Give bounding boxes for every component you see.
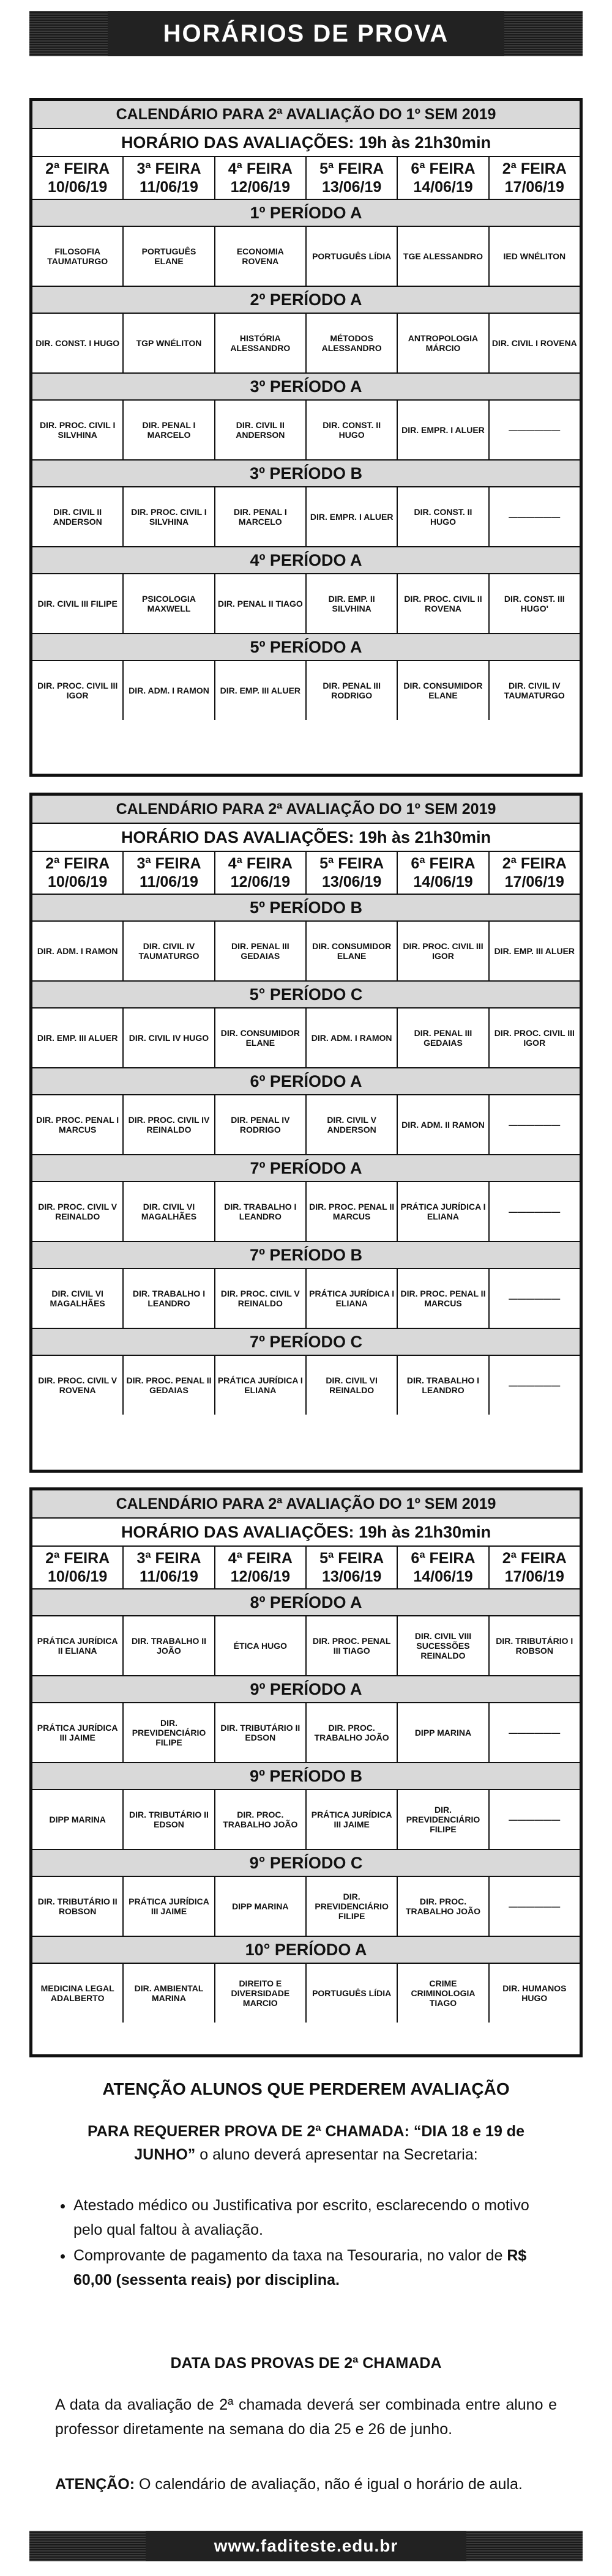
header-banner	[29, 11, 583, 56]
day-name: 6ª FEIRA	[411, 160, 476, 177]
schedule-cell: TGE ALESSANDRO	[398, 227, 489, 286]
period-header: 10° PERÍODO A	[32, 1937, 580, 1964]
calendar-title: CALENDÁRIO PARA 2ª AVALIAÇÃO DO 1º SEM 2019	[32, 101, 580, 129]
period-header: 4º PERÍODO A	[32, 547, 580, 574]
schedule-cell: PORTUGUÊS ELANE	[124, 227, 215, 286]
day-header	[307, 852, 398, 894]
schedule-cell: DIR. PROC. CIVIL V REINALDO	[215, 1269, 307, 1328]
schedule-cell: MEDICINA LEGAL ADALBERTO	[32, 1964, 124, 2023]
schedule-cell: DIR. PROC. CIVIL V ROVENA	[32, 1356, 124, 1415]
schedule-cell: HISTÓRIA ALESSANDRO	[215, 314, 307, 372]
day-header	[490, 1547, 580, 1588]
day-date: 13/06/19	[321, 179, 382, 196]
day-name: 3ª FEIRA	[136, 1550, 201, 1567]
day-name: 2ª FEIRA	[502, 855, 567, 872]
day-header	[398, 1547, 489, 1588]
day-header	[215, 157, 307, 199]
footer-banner	[29, 2531, 583, 2561]
attention-label: ATENÇÃO:	[55, 2476, 135, 2493]
schedule-cell: PSICOLOGIA MAXWELL	[124, 574, 215, 633]
day-name: 6ª FEIRA	[411, 1550, 476, 1567]
schedule-row	[32, 1616, 580, 1676]
schedule-cell: DIR. PROC. PENAL II GEDAIAS	[124, 1356, 215, 1415]
schedule-cell: DIR. TRABALHO II JOÃO	[124, 1616, 215, 1675]
schedule-row	[32, 1182, 580, 1242]
schedule-cell: DIR. CIVIL V ANDERSON	[307, 1095, 398, 1154]
footer-hatch-right	[466, 2531, 583, 2561]
schedule-cell: DIR. EMP. III ALUER	[32, 1009, 124, 1067]
day-header	[307, 157, 398, 199]
schedule-row	[32, 487, 580, 547]
requirement-fee: R$ 60,00 (sessenta reais) por disciplina.	[73, 2247, 527, 2289]
schedule-cell: DIR. CIVIL VI MAGALHÃES	[124, 1182, 215, 1241]
schedule-cell: DIR. TRIBUTÁRIO II EDSON	[124, 1790, 215, 1849]
period-header: 7º PERÍODO B	[32, 1242, 580, 1269]
days-header	[32, 157, 580, 200]
schedule-cell: ——————	[509, 1380, 561, 1390]
day-date: 12/06/19	[230, 179, 290, 196]
day-date: 17/06/19	[504, 179, 564, 196]
schedule-row	[32, 227, 580, 287]
day-header	[32, 157, 124, 199]
day-name: 3ª FEIRA	[136, 160, 201, 177]
notice-request-line2: JUNHO”	[134, 2146, 196, 2163]
exam-hours: HORÁRIO DAS AVALIAÇÕES: 19h às 21h30min	[32, 824, 580, 852]
schedule-cell: ——————	[509, 512, 561, 522]
schedule-cell: ——————	[509, 1901, 561, 1911]
exam-hours: HORÁRIO DAS AVALIAÇÕES: 19h às 21h30min	[32, 1519, 580, 1547]
schedule-cell: DIR. CIVIL VI REINALDO	[307, 1356, 398, 1415]
day-name: 2ª FEIRA	[502, 160, 567, 177]
attention-note	[55, 2476, 557, 2493]
schedule-cell: DIR. PROC. TRABALHO JOÃO	[398, 1877, 489, 1936]
day-name: 6ª FEIRA	[411, 855, 476, 872]
schedule-cell: DIR. ADM. I RAMON	[32, 922, 124, 980]
day-date: 11/06/19	[140, 873, 198, 890]
schedule-cell: DIR. EMP. III ALUER	[215, 661, 307, 720]
schedule-cell: DIR. HUMANOS HUGO	[502, 1983, 567, 2003]
schedule-row	[32, 1009, 580, 1068]
schedule-cell: PRÁTICA JURÍDICA I ELIANA	[215, 1356, 307, 1415]
schedule-cell: ——————	[509, 1294, 561, 1303]
schedule-cell: DIR. CONSUMIDOR ELANE	[398, 661, 489, 720]
schedule-cell: DIR. CIVIL IV HUGO	[124, 1009, 215, 1067]
schedule-cell: DIREITO E DIVERSIDADE MARCIO	[215, 1964, 307, 2023]
schedule-cell: PRÁTICA JURÍDICA I ELIANA	[307, 1269, 398, 1328]
schedule-cell: DIR. PROC. PENAL II MARCUS	[398, 1269, 489, 1328]
schedule-cell: DIR. EMP. III ALUER	[494, 946, 575, 956]
day-name: 2ª FEIRA	[502, 1550, 567, 1567]
schedule-cell: DIR. CIVIL VIII SUCESSÕES REINALDO	[398, 1616, 489, 1675]
schedule-cell: DIR. PENAL II TIAGO	[215, 574, 307, 633]
period-header: 5º PERÍODO B	[32, 895, 580, 922]
schedule-cell: DIR. CONST. II HUGO	[398, 487, 489, 546]
period-header: 9° PERÍODO C	[32, 1850, 580, 1877]
schedule-cell: CRIME CRIMINOLOGIA TIAGO	[398, 1964, 489, 2023]
schedule-cell: DIR. PROC. PENAL I MARCUS	[32, 1095, 124, 1154]
schedule-cell: DIR. CIVIL I ROVENA	[491, 338, 577, 348]
period-header: 9º PERÍODO A	[32, 1676, 580, 1703]
schedule-cell: DIR. PENAL I MARCELO	[215, 487, 307, 546]
schedule-cell: DIR. PENAL III RODRIGO	[307, 661, 398, 720]
schedule-cell: DIR. ADM. II RAMON	[398, 1095, 489, 1154]
day-header	[215, 1547, 307, 1588]
exam-hours: HORÁRIO DAS AVALIAÇÕES: 19h às 21h30min	[32, 129, 580, 157]
schedule-cell: IED WNÉLITON	[503, 251, 566, 261]
day-date: 17/06/19	[504, 1568, 564, 1585]
day-date: 13/06/19	[321, 873, 382, 890]
schedule-cell: ——————	[509, 1120, 561, 1130]
day-date: 10/06/19	[48, 179, 108, 196]
period-header: 7º PERÍODO C	[32, 1329, 580, 1356]
period-header: 6º PERÍODO A	[32, 1068, 580, 1095]
schedule-cell: PORTUGUÊS LÍDIA	[307, 1964, 398, 2023]
day-header	[215, 852, 307, 894]
schedule-cell: DIR. PROC. CIVIL III IGOR	[32, 661, 124, 720]
schedule-cell: DIR. CONSUMIDOR ELANE	[307, 922, 398, 980]
schedule-cell: DIR. TRABALHO I LEANDRO	[124, 1269, 215, 1328]
website-link[interactable]: www.faditeste.edu.br	[214, 2536, 398, 2555]
schedule-cell: DIR. PROC. CIVIL II ROVENA	[398, 574, 489, 633]
schedule-cell: DIR. CIVIL II ANDERSON	[32, 487, 124, 546]
schedule-cell: ——————	[509, 1728, 561, 1738]
day-date: 13/06/19	[321, 1568, 382, 1585]
schedule-cell: DIR. CONST. I HUGO	[32, 314, 124, 372]
schedule-row	[32, 1877, 580, 1937]
period-header: 3º PERÍODO A	[32, 374, 580, 401]
schedule-cell: PORTUGUÊS LÍDIA	[307, 227, 398, 286]
schedule-cell: ANTROPOLOGIA MÁRCIO	[398, 314, 489, 372]
days-header	[32, 1547, 580, 1590]
day-date: 14/06/19	[413, 1568, 473, 1585]
dates-text: A data da avaliação de 2ª chamada deverá ser combinada entre aluno e professor diretamente na semana do dia 25 e 26 de junho.	[55, 2396, 557, 2438]
banner-hatch-right	[504, 11, 583, 56]
schedule-cell: PRÁTICA JURÍDICA III JAIME	[124, 1877, 215, 1936]
schedule-cell: DIPP MARINA	[398, 1703, 489, 1762]
day-date: 10/06/19	[48, 1568, 108, 1585]
schedule-cell: ——————	[509, 1815, 561, 1824]
schedule-cell: DIR. PREVIDENCIÁRIO FILIPE	[307, 1877, 398, 1936]
schedule-cell: DIR. CIVIL IV TAUMATURGO	[124, 922, 215, 980]
schedule-cell: ÉTICA HUGO	[215, 1616, 307, 1675]
day-header	[124, 157, 215, 199]
schedule-cell: ECONOMIA ROVENA	[215, 227, 307, 286]
day-name: 2ª FEIRA	[45, 855, 110, 872]
schedule-cell: DIR. EMPR. I ALUER	[398, 401, 489, 459]
schedule-cell: PRÁTICA JURÍDICA III JAIME	[32, 1703, 124, 1762]
day-date: 14/06/19	[413, 873, 473, 890]
day-date: 12/06/19	[230, 1568, 290, 1585]
notice-request-rest: o aluno deverá apresentar na Secretaria:	[195, 2146, 478, 2163]
day-name: 4ª FEIRA	[228, 1550, 293, 1567]
period-header: 9º PERÍODO B	[32, 1763, 580, 1790]
day-name: 5ª FEIRA	[319, 1550, 384, 1567]
day-header	[398, 852, 489, 894]
schedule-row	[32, 314, 580, 374]
day-name: 2ª FEIRA	[45, 1550, 110, 1567]
schedule-cell: DIPP MARINA	[32, 1790, 124, 1849]
requirement-item: • Atestado médico ou Justificativa por escrito, esclarecendo o motivo pelo qual faltou à avaliação.	[73, 2193, 557, 2242]
day-date: 17/06/19	[504, 873, 564, 890]
day-date: 12/06/19	[230, 873, 290, 890]
period-header: 1º PERÍODO A	[32, 200, 580, 227]
schedule-cell: DIR. AMBIENTAL MARINA	[124, 1964, 215, 2023]
day-header	[32, 852, 124, 894]
schedule-cell: DIR. EMP. II SILVHINA	[307, 574, 398, 633]
period-header: 7º PERÍODO A	[32, 1155, 580, 1182]
schedule-cell: DIR. TRIBUTÁRIO II EDSON	[215, 1703, 307, 1762]
schedule-cell: TGP WNÉLITON	[124, 314, 215, 372]
calendar-title: CALENDÁRIO PARA 2ª AVALIAÇÃO DO 1º SEM 2019	[32, 1490, 580, 1519]
dates-title: DATA DAS PROVAS DE 2ª CHAMADA	[170, 2355, 442, 2372]
days-header	[32, 852, 580, 895]
footer-hatch-left	[29, 2531, 146, 2561]
day-header	[307, 1547, 398, 1588]
schedule-row	[32, 1703, 580, 1763]
period-header: 5º PERÍODO A	[32, 634, 580, 661]
schedule-cell: ——————	[509, 1207, 561, 1216]
day-name: 2ª FEIRA	[45, 160, 110, 177]
day-name: 3ª FEIRA	[136, 855, 201, 872]
day-date: 10/06/19	[48, 873, 108, 890]
schedule-cell: DIR. CONSUMIDOR ELANE	[215, 1009, 307, 1067]
schedule-cell: DIR. PROC. CIVIL III IGOR	[494, 1028, 575, 1048]
schedule-cell: DIR. ADM. I RAMON	[307, 1009, 398, 1067]
schedule-cell: DIR. EMPR. I ALUER	[307, 487, 398, 546]
calendar-block-1	[29, 98, 583, 777]
day-header	[32, 1547, 124, 1588]
schedule-row	[32, 1356, 580, 1415]
schedule-row	[32, 574, 580, 634]
schedule-row	[32, 1095, 580, 1155]
schedule-row	[32, 1964, 580, 2023]
schedule-cell: PRÁTICA JURÍDICA II ELIANA	[32, 1616, 124, 1675]
schedule-cell: DIR. CONST. III HUGO'	[504, 594, 565, 613]
period-header: 3º PERÍODO B	[32, 461, 580, 487]
schedule-cell: DIR. PENAL I MARCELO	[124, 401, 215, 459]
notice-request	[55, 2120, 557, 2166]
schedule-cell: DIR. CIVIL II ANDERSON	[215, 401, 307, 459]
schedule-cell: DIR. TRIBUTÁRIO I ROBSON	[496, 1636, 573, 1656]
schedule-cell: DIR. ADM. I RAMON	[124, 661, 215, 720]
schedule-cell: FILOSOFIA TAUMATURGO	[32, 227, 124, 286]
schedule-row	[32, 661, 580, 720]
schedule-cell: DIR. PREVIDENCIÁRIO FILIPE	[124, 1703, 215, 1762]
schedule-cell: DIR. PROC. TRABALHO JOÃO	[307, 1703, 398, 1762]
day-header	[124, 1547, 215, 1588]
schedule-cell: DIR. PENAL IV RODRIGO	[215, 1095, 307, 1154]
schedule-cell: DIR. CIVIL VI MAGALHÃES	[32, 1269, 124, 1328]
schedule-row	[32, 1269, 580, 1329]
period-header: 5° PERÍODO C	[32, 982, 580, 1009]
schedule-cell: DIR. PROC. PENAL III TIAGO	[307, 1616, 398, 1675]
schedule-cell: DIR. TRIBUTÁRIO II ROBSON	[32, 1877, 124, 1936]
notice-request-line1: PARA REQUERER PROVA DE 2ª CHAMADA: “DIA 18 e 19 de	[87, 2123, 524, 2140]
notice-title: ATENÇÃO ALUNOS QUE PERDEREM AVALIAÇÃO	[102, 2079, 510, 2098]
schedule-cell: DIR. PROC. CIVIL I SILVHINA	[32, 401, 124, 459]
page-title: HORÁRIOS DE PROVA	[163, 20, 449, 47]
requirement-text: Comprovante de pagamento da taxa na Tesouraria, no valor de	[73, 2247, 507, 2264]
schedule-cell: DIR. TRABALHO I LEANDRO	[398, 1356, 489, 1415]
day-date: 11/06/19	[140, 179, 198, 196]
day-header	[124, 852, 215, 894]
requirement-item	[73, 2243, 557, 2292]
day-date: 11/06/19	[140, 1568, 198, 1585]
day-header	[398, 157, 489, 199]
schedule-cell: DIR. PROC. CIVIL III IGOR	[398, 922, 489, 980]
schedule-row	[32, 1790, 580, 1850]
schedule-cell: DIR. PROC. CIVIL I SILVHINA	[124, 487, 215, 546]
schedule-cell: ——————	[509, 425, 561, 435]
day-name: 4ª FEIRA	[228, 855, 293, 872]
schedule-cell: DIR. PROC. CIVIL V REINALDO	[32, 1182, 124, 1241]
day-header	[490, 157, 580, 199]
schedule-cell: DIR. PROC. PENAL II MARCUS	[307, 1182, 398, 1241]
period-header: 2º PERÍODO A	[32, 287, 580, 314]
calendar-block-2	[29, 793, 583, 1473]
day-date: 14/06/19	[413, 179, 473, 196]
schedule-cell: PRÁTICA JURÍDICA III JAIME	[307, 1790, 398, 1849]
schedule-cell: DIPP MARINA	[215, 1877, 307, 1936]
day-name: 5ª FEIRA	[319, 160, 384, 177]
schedule-cell: DIR. TRABALHO I LEANDRO	[215, 1182, 307, 1241]
schedule-cell: DIR. CONST. II HUGO	[307, 401, 398, 459]
schedule-row	[32, 922, 580, 982]
schedule-cell: DIR. PENAL III GEDAIAS	[398, 1009, 489, 1067]
schedule-cell: DIR. PENAL III GEDAIAS	[215, 922, 307, 980]
schedule-cell: DIR. PROC. TRABALHO JOÃO	[215, 1790, 307, 1849]
attention-text: O calendário de avaliação, não é igual o horário de aula.	[135, 2476, 523, 2493]
day-header	[490, 852, 580, 894]
day-name: 4ª FEIRA	[228, 160, 293, 177]
banner-hatch-left	[29, 11, 108, 56]
schedule-row	[32, 401, 580, 461]
calendar-block-3	[29, 1487, 583, 2057]
schedule-cell: DIR. CIVIL III FILIPE	[32, 574, 124, 633]
schedule-cell: DIR. PREVIDENCIÁRIO FILIPE	[398, 1790, 489, 1849]
schedule-cell: DIR. CIVIL IV TAUMATURGO	[504, 681, 565, 700]
schedule-cell: MÉTODOS ALESSANDRO	[307, 314, 398, 372]
day-name: 5ª FEIRA	[319, 855, 384, 872]
period-header: 8º PERÍODO A	[32, 1590, 580, 1616]
schedule-cell: PRÁTICA JURÍDICA I ELIANA	[398, 1182, 489, 1241]
calendar-title: CALENDÁRIO PARA 2ª AVALIAÇÃO DO 1º SEM 2019	[32, 796, 580, 824]
notice-requirements	[55, 2193, 557, 2293]
schedule-cell: DIR. PROC. CIVIL IV REINALDO	[124, 1095, 215, 1154]
